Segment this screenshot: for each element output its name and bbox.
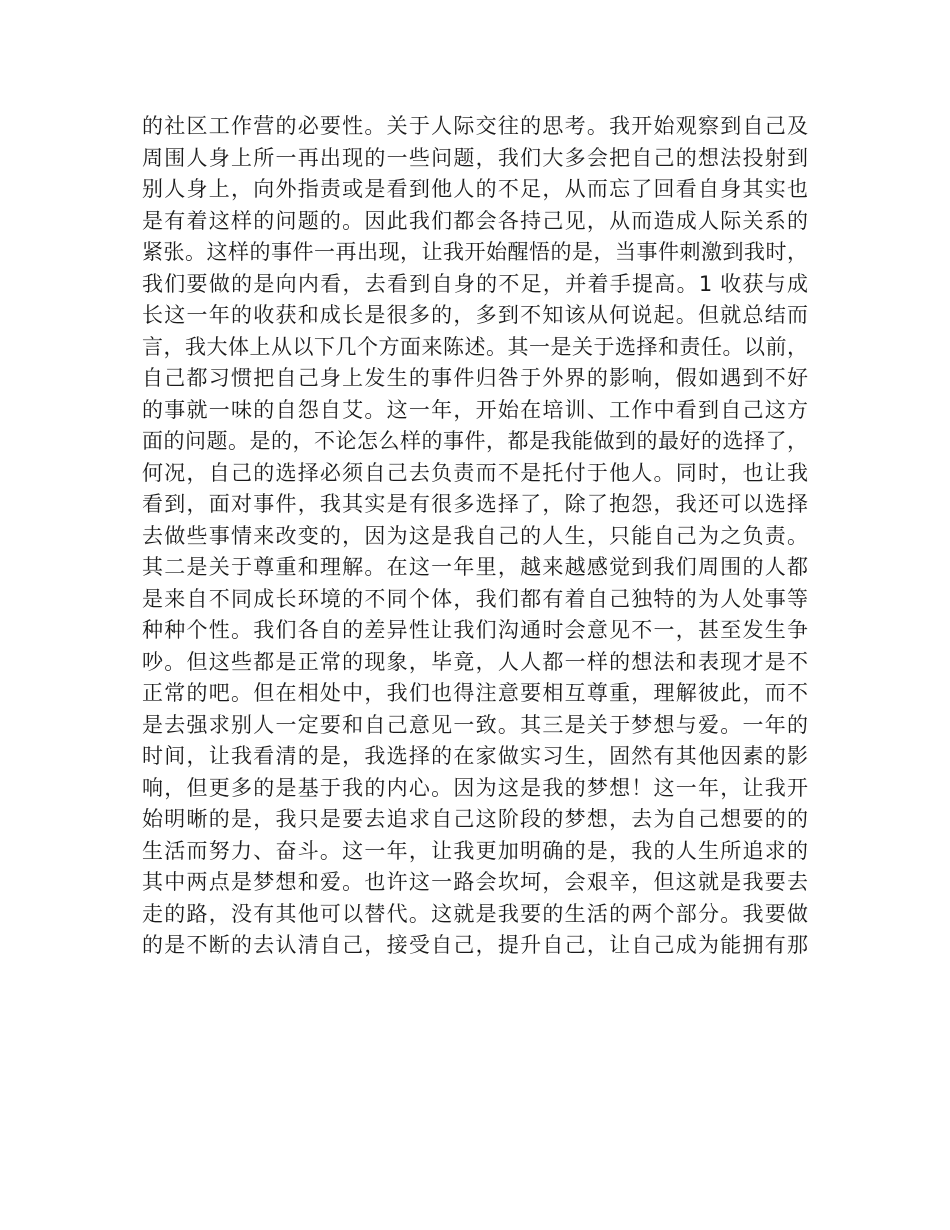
text-line: 面的问题。是的，不论怎么样的事件，都是我能做到的最好的选择了， bbox=[142, 429, 808, 453]
text-line: 种种个性。我们各自的差异性让我们沟通时会意见不一，甚至发生争 bbox=[142, 618, 808, 642]
text-line: 始明晰的是，我只是要去追求自己这阶段的梦想，去为自己想要的的 bbox=[142, 807, 808, 831]
text-line: 别人身上，向外指责或是看到他人的不足，从而忘了回看自身其实也 bbox=[142, 177, 808, 201]
text-line: 周围人身上所一再出现的一些问题，我们大多会把自己的想法投射到 bbox=[142, 145, 808, 170]
text-line: 去做些事情来改变的，因为这是我自己的人生，只能自己为之负责。 bbox=[142, 523, 808, 548]
text-line: 的事就一味的自怨自艾。这一年，开始在培训、工作中看到自己这方 bbox=[142, 397, 808, 422]
text-line: 何况，自己的选择必须自己去负责而不是托付于他人。同时，也让我 bbox=[142, 460, 808, 485]
text-line: 其中两点是梦想和爱。也许这一路会坎坷，会艰辛，但这就是我要去 bbox=[142, 870, 808, 894]
text-line: 是有着这样的问题的。因此我们都会各持己见，从而造成人际关系的 bbox=[142, 208, 808, 233]
text-line: 自己都习惯把自己身上发生的事件归咎于外界的影响，假如遇到不好 bbox=[142, 366, 808, 390]
text-line: 其二是关于尊重和理解。在这一年里，越来越感觉到我们周围的人都 bbox=[142, 555, 808, 579]
text-line: 看到，面对事件，我其实是有很多选择了，除了抱怨，我还可以选择 bbox=[142, 492, 808, 516]
text-line: 吵。但这些都是正常的现象，毕竟，人人都一样的想法和表现才是不 bbox=[142, 649, 808, 674]
text-line: 时间，让我看清的是，我选择的在家做实习生，固然有其他因素的影 bbox=[142, 744, 808, 768]
body-text bbox=[142, 111, 808, 962]
text-line: 走的路，没有其他可以替代。这就是我要的生活的两个部分。我要做 bbox=[142, 901, 808, 926]
text-line: 是去强求别人一定要和自己意见一致。其三是关于梦想与爱。一年的 bbox=[142, 712, 808, 737]
text-line: 的社区工作营的必要性。关于人际交往的思考。我开始观察到自己及 bbox=[142, 114, 808, 138]
text-line: 的是不断的去认清自己，接受自己，提升自己，让自己成为能拥有那 bbox=[142, 933, 808, 957]
text-line: 生活而努力、奋斗。这一年，让我更加明确的是，我的人生所追求的 bbox=[142, 838, 808, 863]
text-line: 是来自不同成长环境的不同个体，我们都有着自己独特的为人处事等 bbox=[142, 586, 808, 611]
text-line: 正常的吧。但在相处中，我们也得注意要相互尊重，理解彼此，而不 bbox=[142, 681, 808, 705]
text-line: 紧张。这样的事件一再出现，让我开始醒悟的是，当事件刺激到我时， bbox=[142, 240, 808, 264]
text-line: 响，但更多的是基于我的内心。因为这是我的梦想！这一年，让我开 bbox=[142, 775, 808, 800]
text-line: 言，我大体上从以下几个方面来陈述。其一是关于选择和责任。以前， bbox=[142, 334, 808, 359]
text-line: 我们要做的是向内看，去看到自身的不足，并着手提高。1 收获与成 bbox=[142, 271, 808, 296]
text-line: 长这一年的收获和成长是很多的，多到不知该从何说起。但就总结而 bbox=[142, 303, 808, 327]
